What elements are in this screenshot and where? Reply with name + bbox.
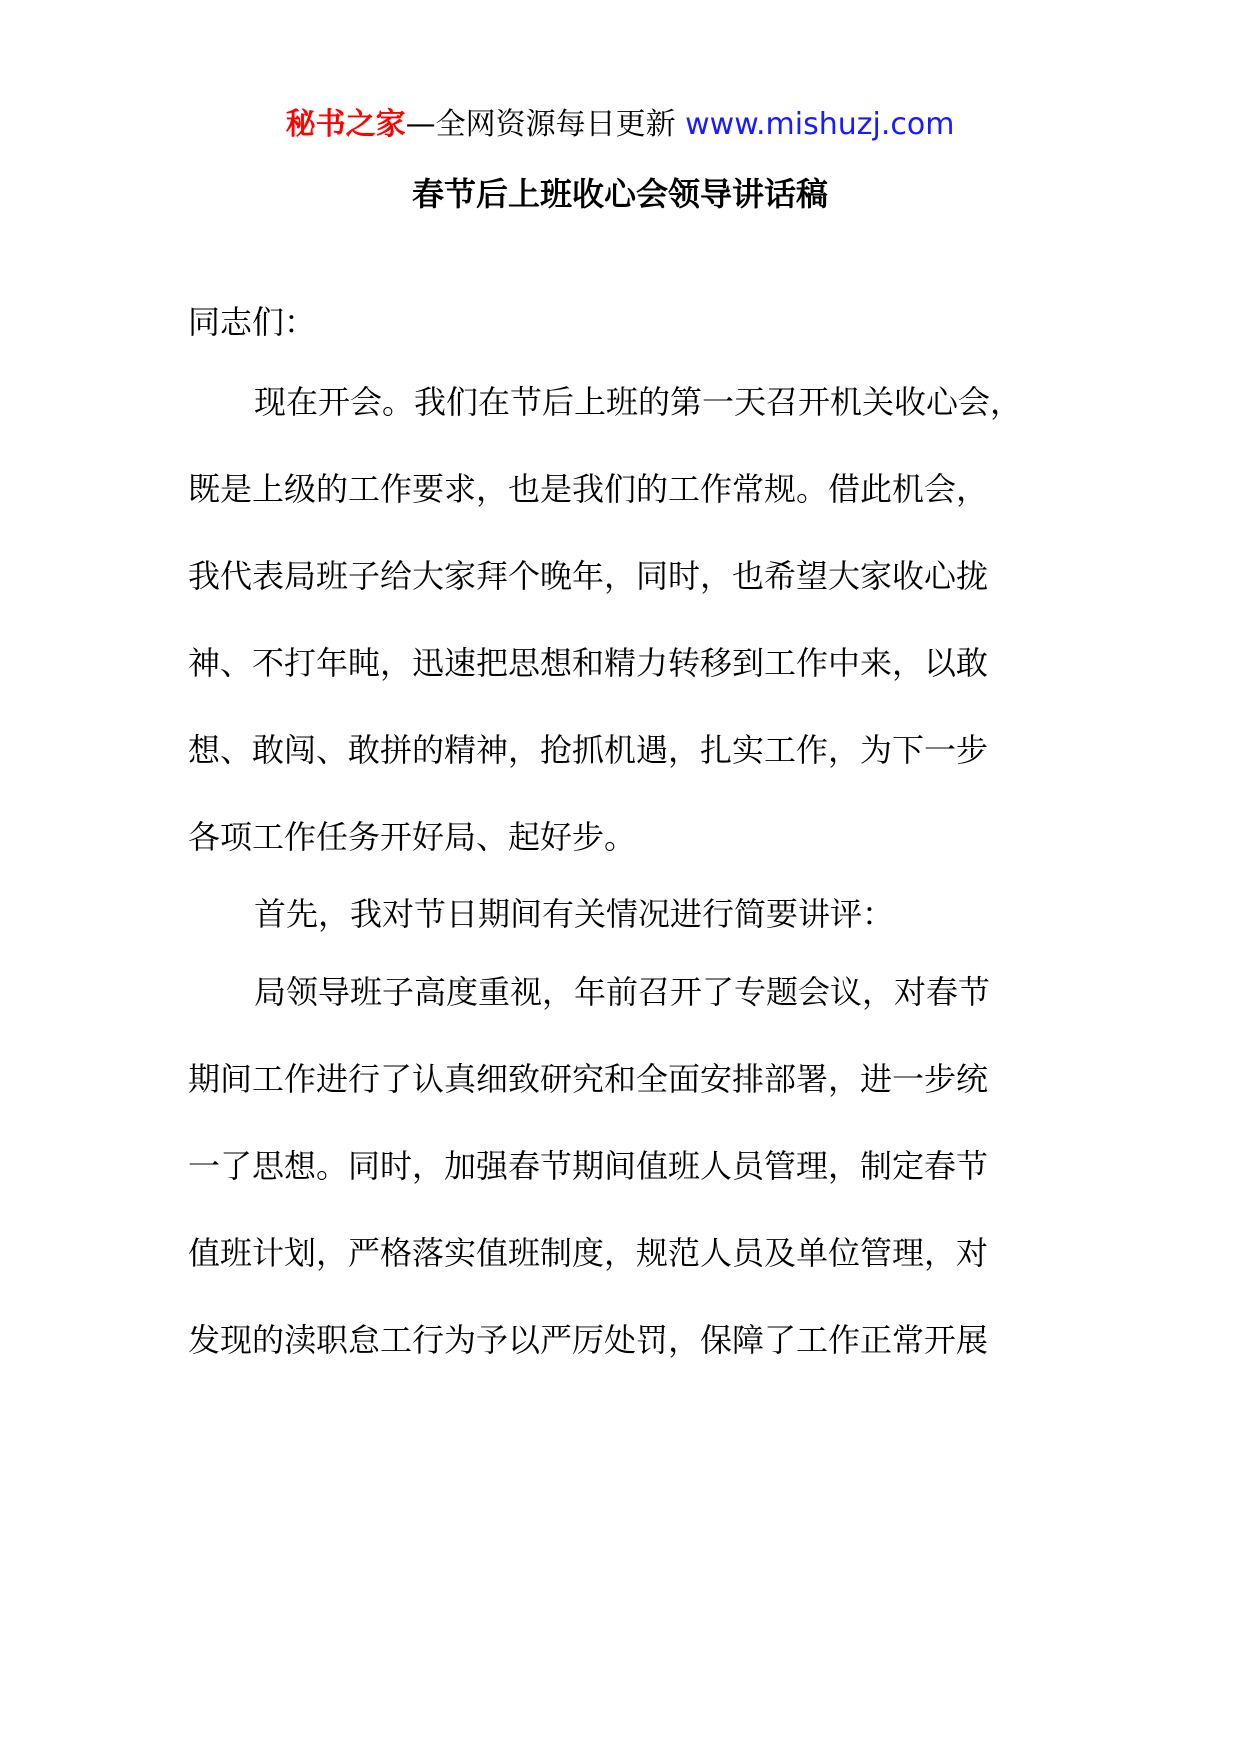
paragraph-3-line-1: 局领导班子高度重视，年前召开了专题会议，对春节 [254,973,991,1011]
paragraph-3-line-5: 发现的渎职怠工行为予以严厉处罚，保障了工作正常开展 [188,1321,989,1359]
paragraph-1-line-5: 想、敢闯、敢拼的精神，抢抓机遇，扎实工作，为下一步 [188,731,989,769]
site-header [0,100,1240,150]
paragraph-1-line-2: 既是上级的工作要求，也是我们的工作常规。借此机会， [188,470,989,508]
paragraph-1-line-1: 现在开会。我们在节后上班的第一天召开机关收心会， [254,383,1023,421]
paragraph-1-line-3: 我代表局班子给大家拜个晚年，同时，也希望大家收心拢 [188,557,989,595]
salutation: 同志们： [188,303,317,341]
paragraph-3-line-2: 期间工作进行了认真细致研究和全面安排部署，进一步统 [188,1060,989,1098]
site-url-link[interactable]: www.mishuzj.com [685,107,955,142]
paragraph-2-line-1: 首先，我对节日期间有关情况进行简要讲评： [254,895,895,933]
paragraph-1-line-4: 神、不打年盹，迅速把思想和精力转移到工作中来，以敢 [188,644,989,682]
paragraph-1-line-6: 各项工作任务开好局、起好步。 [188,818,637,856]
site-tagline: —全网资源每日更新 [405,107,686,142]
document-title: 春节后上班收心会领导讲话稿 [411,175,828,213]
site-brand: 秘书之家 [285,107,406,142]
paragraph-3-line-3: 一了思想。同时，加强春节期间值班人员管理，制定春节 [188,1147,989,1185]
paragraph-3-line-4: 值班计划，严格落实值班制度，规范人员及单位管理，对 [188,1234,989,1272]
